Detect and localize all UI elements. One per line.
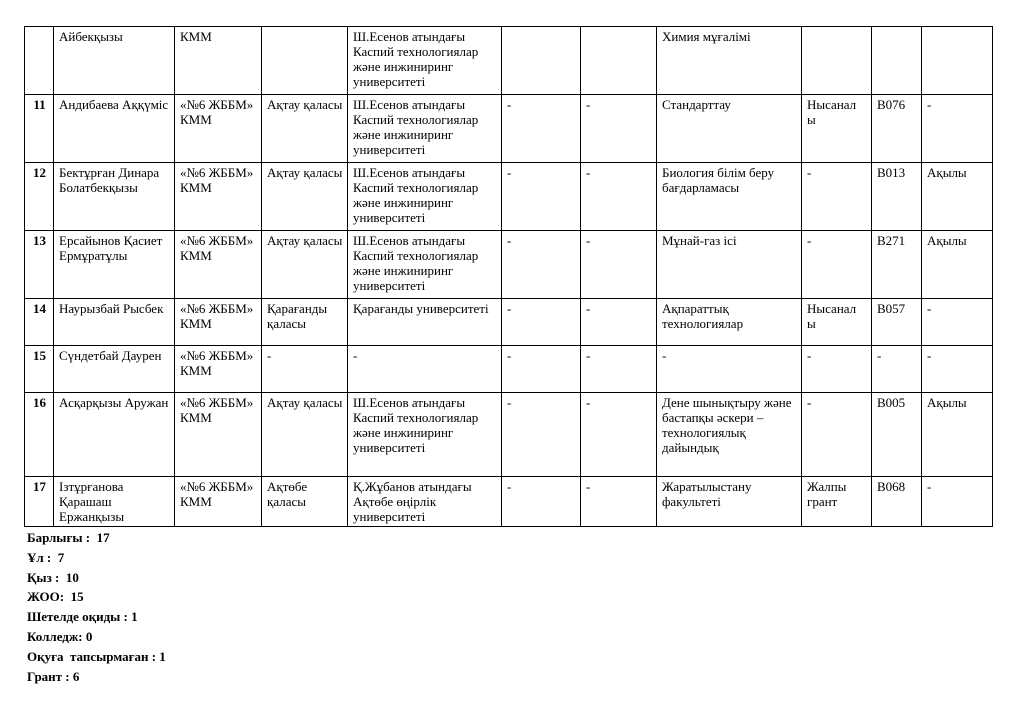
table-row	[25, 346, 993, 393]
cell-university: Қарағанды университеті	[348, 299, 502, 346]
table-row	[25, 231, 993, 299]
cell-num: 16	[25, 393, 54, 477]
cell-specialty: -	[657, 346, 802, 393]
cell-code: В068	[872, 477, 922, 527]
cell-code	[872, 27, 922, 95]
cell-specialty: Стандарттау	[657, 95, 802, 163]
cell-type: Жалпы грант	[802, 477, 872, 527]
cell-code: В076	[872, 95, 922, 163]
cell-payment: -	[922, 477, 993, 527]
cell-school: КММ	[175, 27, 262, 95]
cell-city: Ақтау қаласы	[262, 95, 348, 163]
summary-total: Барлығы : 17	[27, 530, 110, 545]
cell-university: Ш.Есенов атындағы Каспий технологиялар және инжиниринг университеті	[348, 231, 502, 299]
cell-school: «№6 ЖББМ» КММ	[175, 95, 262, 163]
cell-num: 17	[25, 477, 54, 527]
cell-c6: -	[581, 231, 657, 299]
cell-university: -	[348, 346, 502, 393]
cell-code: В057	[872, 299, 922, 346]
cell-num: 11	[25, 95, 54, 163]
cell-payment: -	[922, 95, 993, 163]
cell-c5: -	[502, 95, 581, 163]
table-row	[25, 163, 993, 231]
cell-c6: -	[581, 163, 657, 231]
cell-specialty: Ақпараттық технологиялар	[657, 299, 802, 346]
cell-city: Қарағанды қаласы	[262, 299, 348, 346]
cell-c6: -	[581, 393, 657, 477]
cell-specialty: Биология білім беру бағдарламасы	[657, 163, 802, 231]
cell-payment	[922, 27, 993, 95]
cell-type: Нысанал ы	[802, 299, 872, 346]
cell-university: Ш.Есенов атындағы Каспий технологиялар және инжиниринг университеті	[348, 393, 502, 477]
cell-school: «№6 ЖББМ» КММ	[175, 477, 262, 527]
cell-c6: -	[581, 346, 657, 393]
cell-name: Айбекқызы	[54, 27, 175, 95]
cell-c6: -	[581, 299, 657, 346]
cell-university: Ш.Есенов атындағы Каспий технологиялар және инжиниринг университеті	[348, 95, 502, 163]
table-row	[25, 95, 993, 163]
cell-name: Асқарқызы Аружан	[54, 393, 175, 477]
cell-payment: Ақылы	[922, 393, 993, 477]
cell-payment: -	[922, 299, 993, 346]
cell-c6	[581, 27, 657, 95]
cell-city	[262, 27, 348, 95]
cell-name: Сүндетбай Даурен	[54, 346, 175, 393]
cell-school: «№6 ЖББМ» КММ	[175, 393, 262, 477]
cell-type: -	[802, 346, 872, 393]
cell-type	[802, 27, 872, 95]
graduates-table	[24, 26, 993, 527]
cell-c5: -	[502, 477, 581, 527]
cell-c5	[502, 27, 581, 95]
cell-code: В013	[872, 163, 922, 231]
cell-num: 15	[25, 346, 54, 393]
cell-city: Ақтау қаласы	[262, 163, 348, 231]
cell-c5: -	[502, 346, 581, 393]
cell-university: Ш.Есенов атындағы Каспий технологиялар және инжиниринг университеті	[348, 163, 502, 231]
cell-num	[25, 27, 54, 95]
cell-c5: -	[502, 163, 581, 231]
cell-name: Ізтұрғанова Қарашаш Ержанқызы	[54, 477, 175, 527]
cell-name: Бектұрған Динара Болатбекқызы	[54, 163, 175, 231]
cell-type: -	[802, 393, 872, 477]
cell-c5: -	[502, 231, 581, 299]
table-row	[25, 477, 993, 527]
summary-grant: Грант : 6	[27, 668, 80, 684]
cell-city: -	[262, 346, 348, 393]
cell-specialty: Дене шынықтыру және бастапқы әскери – технологиялық дайындық	[657, 393, 802, 477]
cell-code: В271	[872, 231, 922, 299]
cell-specialty: Химия мұғалімі	[657, 27, 802, 95]
cell-payment: Ақылы	[922, 163, 993, 231]
cell-type: -	[802, 231, 872, 299]
cell-c5: -	[502, 393, 581, 477]
cell-school: «№6 ЖББМ» КММ	[175, 231, 262, 299]
cell-c6: -	[581, 95, 657, 163]
summary-boys: Ұл : 7	[27, 549, 65, 565]
cell-type: Нысанал ы	[802, 95, 872, 163]
cell-university: Қ.Жұбанов атындағы Ақтөбе өңірлік университеті	[348, 477, 502, 527]
cell-city: Ақтөбе қаласы	[262, 477, 348, 527]
cell-c6: -	[581, 477, 657, 527]
summary-girls: Қыз : 10	[27, 569, 79, 585]
cell-type: -	[802, 163, 872, 231]
cell-school: «№6 ЖББМ» КММ	[175, 346, 262, 393]
summary-college: Колледж: 0	[27, 628, 93, 644]
table-row	[25, 393, 993, 477]
table-row	[25, 299, 993, 346]
cell-name: Андибаева Аққүміс	[54, 95, 175, 163]
cell-c5: -	[502, 299, 581, 346]
summary-not-applied: Оқуға тапсырмаған : 1	[27, 648, 166, 664]
cell-specialty: Жаратылыстану факультеті	[657, 477, 802, 527]
cell-num: 12	[25, 163, 54, 231]
cell-name: Наурызбай Рысбек	[54, 299, 175, 346]
cell-city: Ақтау қаласы	[262, 231, 348, 299]
summary-block	[27, 528, 166, 686]
cell-university: Ш.Есенов атындағы Каспий технологиялар және инжиниринг университеті	[348, 27, 502, 95]
cell-school: «№6 ЖББМ» КММ	[175, 163, 262, 231]
cell-code: В005	[872, 393, 922, 477]
cell-school: «№6 ЖББМ» КММ	[175, 299, 262, 346]
table-row	[25, 27, 993, 95]
cell-num: 13	[25, 231, 54, 299]
cell-code: -	[872, 346, 922, 393]
cell-name: Ерсайынов Қасиет Ермұратұлы	[54, 231, 175, 299]
cell-payment: -	[922, 346, 993, 393]
summary-abroad: Шетелде оқиды : 1	[27, 609, 138, 625]
cell-specialty: Мұнай-газ ісі	[657, 231, 802, 299]
summary-university: ЖОО: 15	[27, 589, 84, 605]
cell-num: 14	[25, 299, 54, 346]
cell-city: Ақтау қаласы	[262, 393, 348, 477]
cell-payment: Ақылы	[922, 231, 993, 299]
